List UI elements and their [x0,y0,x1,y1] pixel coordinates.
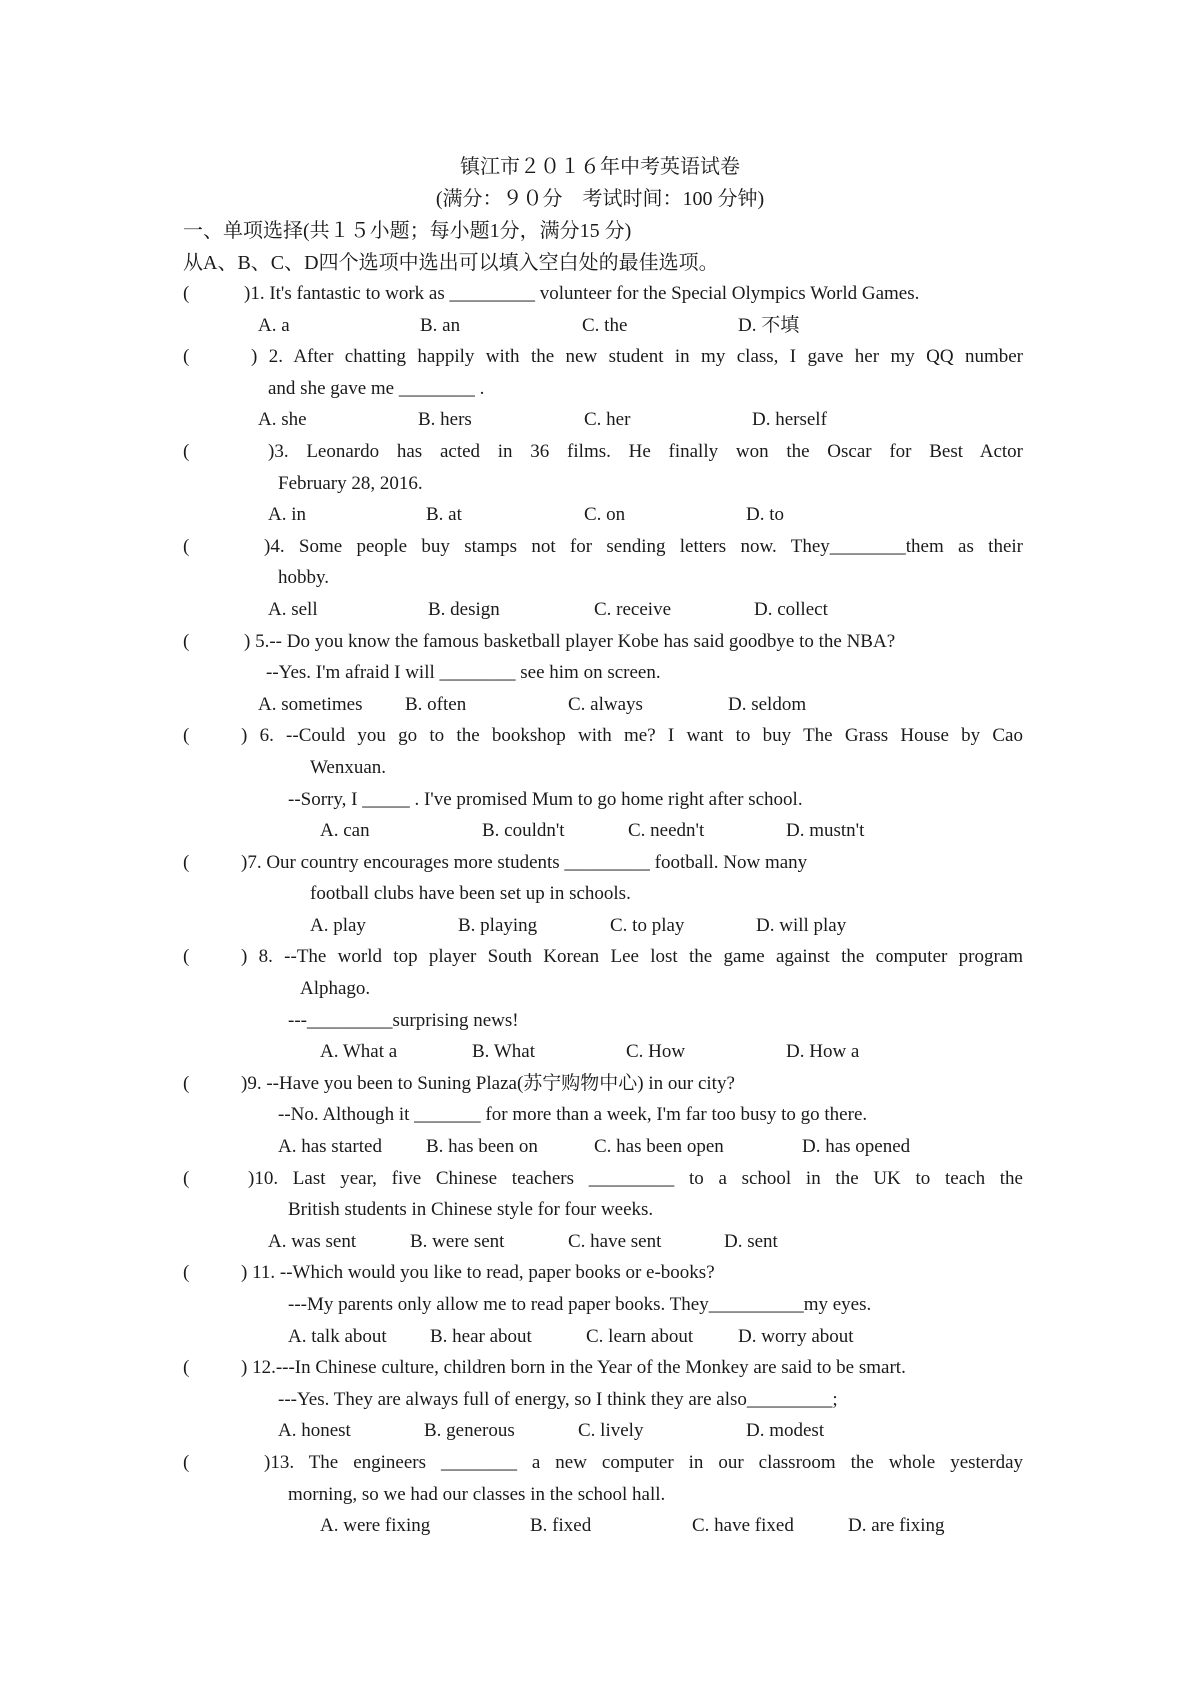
option-a[interactable]: A. was sent [268,1230,357,1252]
option-a[interactable]: A. sell [268,598,318,620]
question-stem: )10. Last year, five Chinese teachers _________ to a school in the UK to teach the [248,1167,1023,1189]
page-subtitle: (满分：９０分 考试时间：100 分钟) [435,188,765,210]
answer-paren: ( [183,1357,190,1379]
option-a[interactable]: A. honest [278,1420,351,1442]
question-continuation-row [0,1289,1200,1321]
option-b[interactable]: B. at [426,504,462,526]
question-continuation-row [0,1384,1200,1416]
options-row [0,1321,1200,1353]
question-stem-row [0,1447,1200,1479]
question-stem-continued: ---_________surprising news! [288,1009,519,1031]
option-d[interactable]: D. to [746,504,784,526]
question-stem-continued: football clubs have been set up in schools. [310,883,631,905]
option-c[interactable]: C. to play [610,914,685,936]
question-13 [0,1447,1200,1542]
question-stem: )3. Leonardo has acted in 36 films. He finally won the Oscar for Best Actor [268,440,1023,462]
question-continuation-row [0,373,1200,405]
option-a[interactable]: A. she [258,409,307,431]
question-stem-continued: ---Yes. They are always full of energy, so I think they are also_________; [278,1388,838,1410]
question-continuation-row [0,878,1200,910]
question-continuation-row [0,752,1200,784]
question-10 [0,1163,1200,1258]
option-d[interactable]: D. are fixing [848,1515,945,1537]
question-continuation-row [0,1005,1200,1037]
answer-paren: ( [183,630,190,652]
option-d[interactable]: D. sent [724,1230,778,1252]
options-row [0,689,1200,721]
option-d[interactable]: D. will play [756,914,847,936]
question-stem-continued: and she gave me ________ . [268,377,485,399]
answer-paren: ( [183,1451,190,1473]
question-stem: ) 5.-- Do you know the famous basketball player Kobe has said goodbye to the NBA? [244,630,896,652]
question-continuation-row [0,1479,1200,1511]
option-d[interactable]: D. worry about [738,1325,854,1347]
question-list [0,278,1200,1542]
options-row [0,1036,1200,1068]
question-stem: ) 11. --Which would you like to read, paper books or e-books? [241,1262,715,1284]
question-stem-continued: Alphago. [300,978,371,1000]
question-continuation-row [0,1099,1200,1131]
question-7 [0,847,1200,942]
answer-paren: ( [183,283,190,304]
question-stem: )7. Our country encourages more students _________ football. Now many [241,851,808,873]
options-row [0,1510,1200,1542]
option-d[interactable]: D. herself [752,409,827,431]
answer-paren: ( [183,725,190,747]
option-b[interactable]: B. hear about [430,1325,532,1347]
question-12 [0,1352,1200,1447]
question-stem-continued: British students in Chinese style for four weeks. [288,1199,654,1221]
option-c[interactable]: C. have sent [568,1230,662,1252]
option-d[interactable]: D. mustn't [786,820,865,842]
options-row [0,1226,1200,1258]
section-heading: 一、单项选择(共１５小题；每小题1分，满分15 分) [183,220,632,242]
option-b[interactable]: B. hers [418,409,472,431]
question-2 [0,341,1200,436]
question-stem-continued: hobby. [278,567,330,589]
question-stem-row [0,626,1200,658]
option-c[interactable]: C. needn't [628,820,705,842]
option-a[interactable]: A. sometimes [258,693,363,715]
option-c[interactable]: C. has been open [594,1136,724,1158]
question-continuation-row [0,973,1200,1005]
question-stem-row [0,941,1200,973]
question-stem-continued: morning, so we had our classes in the school hall. [288,1483,666,1505]
option-a[interactable]: A. has started [278,1136,382,1158]
question-6 [0,720,1200,846]
option-b[interactable]: B. fixed [530,1515,592,1537]
question-1 [0,278,1200,341]
option-c[interactable]: C. always [568,693,643,715]
option-d[interactable]: D. modest [746,1420,825,1442]
option-d[interactable]: D. collect [754,598,828,620]
option-c[interactable]: C. learn about [586,1325,694,1347]
options-row [0,815,1200,847]
question-9 [0,1068,1200,1163]
option-b[interactable]: B. has been on [426,1136,538,1158]
option-c[interactable]: C. How [626,1041,686,1063]
answer-paren: ( [183,1167,190,1189]
options-row [0,310,1200,342]
question-stem-row [0,1257,1200,1289]
question-stem: )13. The engineers ________ a new computer in our classroom the whole yesterday [264,1451,1023,1473]
question-stem: ) 2. After chatting happily with the new student in my class, I gave her my QQ number [251,346,1023,368]
question-stem: ) 12.---In Chinese culture, children born in the Year of the Monkey are said to be smart. [241,1357,906,1379]
option-b[interactable]: B. playing [458,914,538,936]
question-stem-row [0,1163,1200,1195]
question-stem-continued: --Yes. I'm afraid I will ________ see him on screen. [266,662,661,684]
option-b[interactable]: B. generous [424,1420,515,1442]
option-b[interactable]: B. often [405,693,467,715]
question-8 [0,941,1200,1067]
question-stem-continued: Wenxuan. [310,756,387,778]
answer-paren: ( [183,1072,190,1094]
question-11 [0,1257,1200,1352]
option-a[interactable]: A. were fixing [320,1515,431,1537]
option-c[interactable]: C. her [584,409,631,431]
options-row [0,499,1200,531]
question-continuation-row [0,1194,1200,1226]
option-b[interactable]: B. couldn't [482,820,565,842]
question-stem-row [0,720,1200,752]
question-stem-continued: ---My parents only allow me to read paper books. They__________my eyes. [288,1294,872,1315]
question-3 [0,436,1200,531]
question-stem-row [0,1068,1200,1100]
option-d[interactable]: D. How a [786,1041,860,1063]
option-d[interactable]: D. has opened [802,1136,911,1158]
answer-paren: ( [183,440,190,462]
option-b[interactable]: B. an [420,314,461,336]
option-c[interactable]: C. the [582,314,628,336]
options-row [0,1415,1200,1447]
question-4 [0,531,1200,626]
options-row [0,1131,1200,1163]
question-stem-continued: --Sorry, I _____ . I've promised Mum to go home right after school. [288,788,803,810]
question-continuation-row [0,784,1200,816]
question-stem-row [0,531,1200,563]
question-continuation-row [0,657,1200,689]
question-stem: )1. It's fantastic to work as _________ volunteer for the Special Olympics World Games. [244,283,920,304]
question-stem: )4. Some people buy stamps not for sending letters now. They________them as their [264,535,1023,557]
question-stem-continued: --No. Although it _______ for more than a week, I'm far too busy to go there. [278,1104,868,1126]
option-b[interactable]: B. were sent [410,1230,505,1252]
question-5 [0,626,1200,721]
options-row [0,910,1200,942]
answer-paren: ( [183,946,190,968]
question-stem: ) 6. --Could you go to the bookshop with me? I want to buy The Grass House by Cao [241,725,1023,747]
option-c[interactable]: C. on [584,504,626,526]
section-instruction: 从A、B、C、D四个选项中选出可以填入空白处的最佳选项。 [183,252,719,274]
options-row [0,404,1200,436]
question-continuation-row [0,468,1200,500]
question-stem: ) 8. --The world top player South Korean Lee lost the game against the computer program [241,946,1023,968]
option-b[interactable]: B. What [472,1041,535,1063]
question-stem-continued: February 28, 2016. [278,472,423,494]
answer-paren: ( [183,535,190,557]
option-c[interactable]: C. receive [594,598,672,620]
question-stem-row [0,341,1200,373]
option-a[interactable]: A. talk about [288,1325,387,1347]
page-title: 镇江市２０１６年中考英语试卷 [460,156,740,178]
answer-paren: ( [183,851,190,873]
options-row [0,594,1200,626]
option-c[interactable]: C. have fixed [692,1515,794,1537]
question-stem-row [0,436,1200,468]
option-c[interactable]: C. lively [578,1420,644,1442]
answer-paren: ( [183,346,190,368]
option-d[interactable]: D. seldom [728,693,807,715]
option-b[interactable]: B. design [428,598,500,620]
option-a[interactable]: A. What a [320,1041,398,1063]
option-d[interactable]: D. 不填 [738,314,800,336]
answer-paren: ( [183,1262,190,1284]
question-stem-row [0,1352,1200,1384]
option-a[interactable]: A. in [268,504,306,526]
question-stem: )9. --Have you been to Suning Plaza(苏宁购物中心) in our city? [241,1072,735,1094]
question-stem-row [0,847,1200,879]
option-a[interactable]: A. a [258,314,290,336]
option-a[interactable]: A. can [320,820,370,842]
option-a[interactable]: A. play [310,914,366,936]
question-continuation-row [0,562,1200,594]
question-stem-row [0,278,1200,310]
